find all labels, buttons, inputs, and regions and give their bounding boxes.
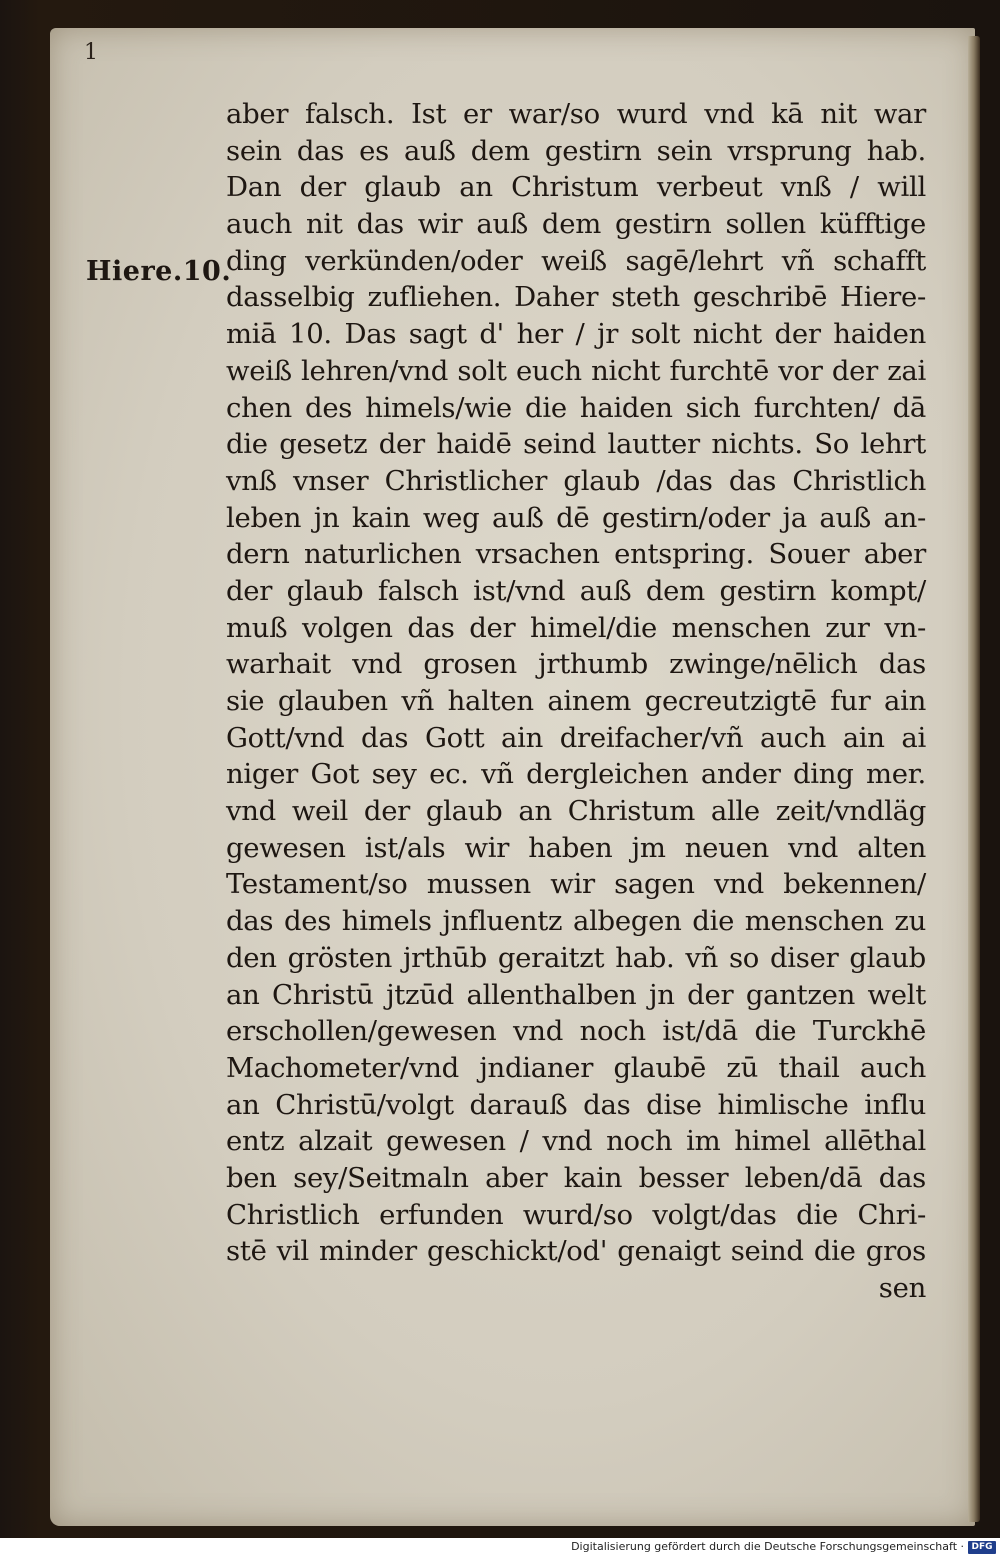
text-line: sen	[878, 1272, 926, 1304]
corner-mark: 1	[84, 40, 98, 65]
text-line: Testament/so mussen wir sagen vnd bekennen/	[226, 868, 926, 901]
footer-bar	[0, 1538, 1000, 1558]
footer-credit: Digitalisierung gefördert durch die Deutsche Forschungsgemeinschaft ·	[571, 1540, 964, 1553]
text-line: an Christū/volgt darauß das dise himlische influ	[226, 1088, 926, 1121]
text-line: das des himels jnfluentz albegen die menschen zu	[226, 905, 926, 938]
text-line: ben sey/Seitmaln aber kain besser leben/dā das	[226, 1161, 926, 1194]
text-line: ding verkünden/oder weiß sagē/lehrt vñ schafft	[226, 244, 926, 277]
text-line: miā 10. Das sagt d' her / jr solt nicht der haiden	[226, 318, 926, 351]
text-line: sein das es auß dem gestirn sein vrsprung hab.	[226, 134, 926, 167]
text-line: den grösten jrthūb geraitzt hab. vñ so diser glaub	[226, 941, 926, 974]
text-line: weiß lehren/vnd solt euch nicht furchtē vor der zai	[226, 354, 926, 387]
text-line: der glaub falsch ist/vnd auß dem gestirn kompt/	[226, 574, 926, 607]
text-line: dasselbig zufliehen. Daher steth geschribē Hiere-	[226, 281, 926, 314]
text-line: die gesetz der haidē seind lautter nichts. So lehrt	[226, 428, 926, 461]
text-line: vnß vnser Christlicher glaub /das das Christlich	[226, 464, 926, 497]
text-line: aber falsch. Ist er war/so wurd vnd kā nit war	[226, 98, 926, 130]
text-line: entz alzait gewesen / vnd noch im himel allēthal	[226, 1125, 926, 1158]
text-line: Dan der glaub an Christum verbeut vnß / will	[226, 171, 926, 204]
text-line: Gott/vnd das Gott ain dreifacher/vñ auch ain ai	[226, 721, 926, 754]
page-text-block	[226, 96, 926, 1307]
text-line: niger Got sey ec. vñ dergleichen ander ding mer.	[226, 758, 926, 791]
text-line: auch nit das wir auß dem gestirn sollen küfftige	[226, 208, 926, 241]
text-line: Christlich erfunden wurd/so volgt/das die Chri-	[226, 1198, 926, 1231]
text-line: leben jn kain weg auß dē gestirn/oder ja auß an-	[226, 501, 926, 534]
marginal-note: Hiere.10.	[86, 256, 232, 287]
text-line: stē vil minder geschickt/od' genaigt seind die gros	[226, 1235, 926, 1268]
page-edge	[968, 36, 980, 1522]
text-line: erschollen/gewesen vnd noch ist/dā die Turckhē	[226, 1015, 926, 1048]
dfg-logo-icon: DFG	[968, 1541, 996, 1554]
text-line: chen des himels/wie die haiden sich furchten/ dā	[226, 391, 926, 424]
text-line: an Christū jtzūd allenthalben jn der gantzen welt	[226, 978, 926, 1011]
text-line: dern naturlichen vrsachen entspring. Souer aber	[226, 538, 926, 571]
text-line: warhait vnd grosen jrthumb zwinge/nēlich das	[226, 648, 926, 681]
text-line: gewesen ist/als wir haben jm neuen vnd alten	[226, 831, 926, 864]
text-line: muß volgen das der himel/die menschen zur vn-	[226, 611, 926, 644]
text-line: sie glauben vñ halten ainem gecreutzigtē fur ain	[226, 685, 926, 717]
text-line: vnd weil der glaub an Christum alle zeit/vndläg	[226, 795, 926, 828]
text-line: Machometer/vnd jndianer glaubē zū thail auch	[226, 1051, 926, 1084]
